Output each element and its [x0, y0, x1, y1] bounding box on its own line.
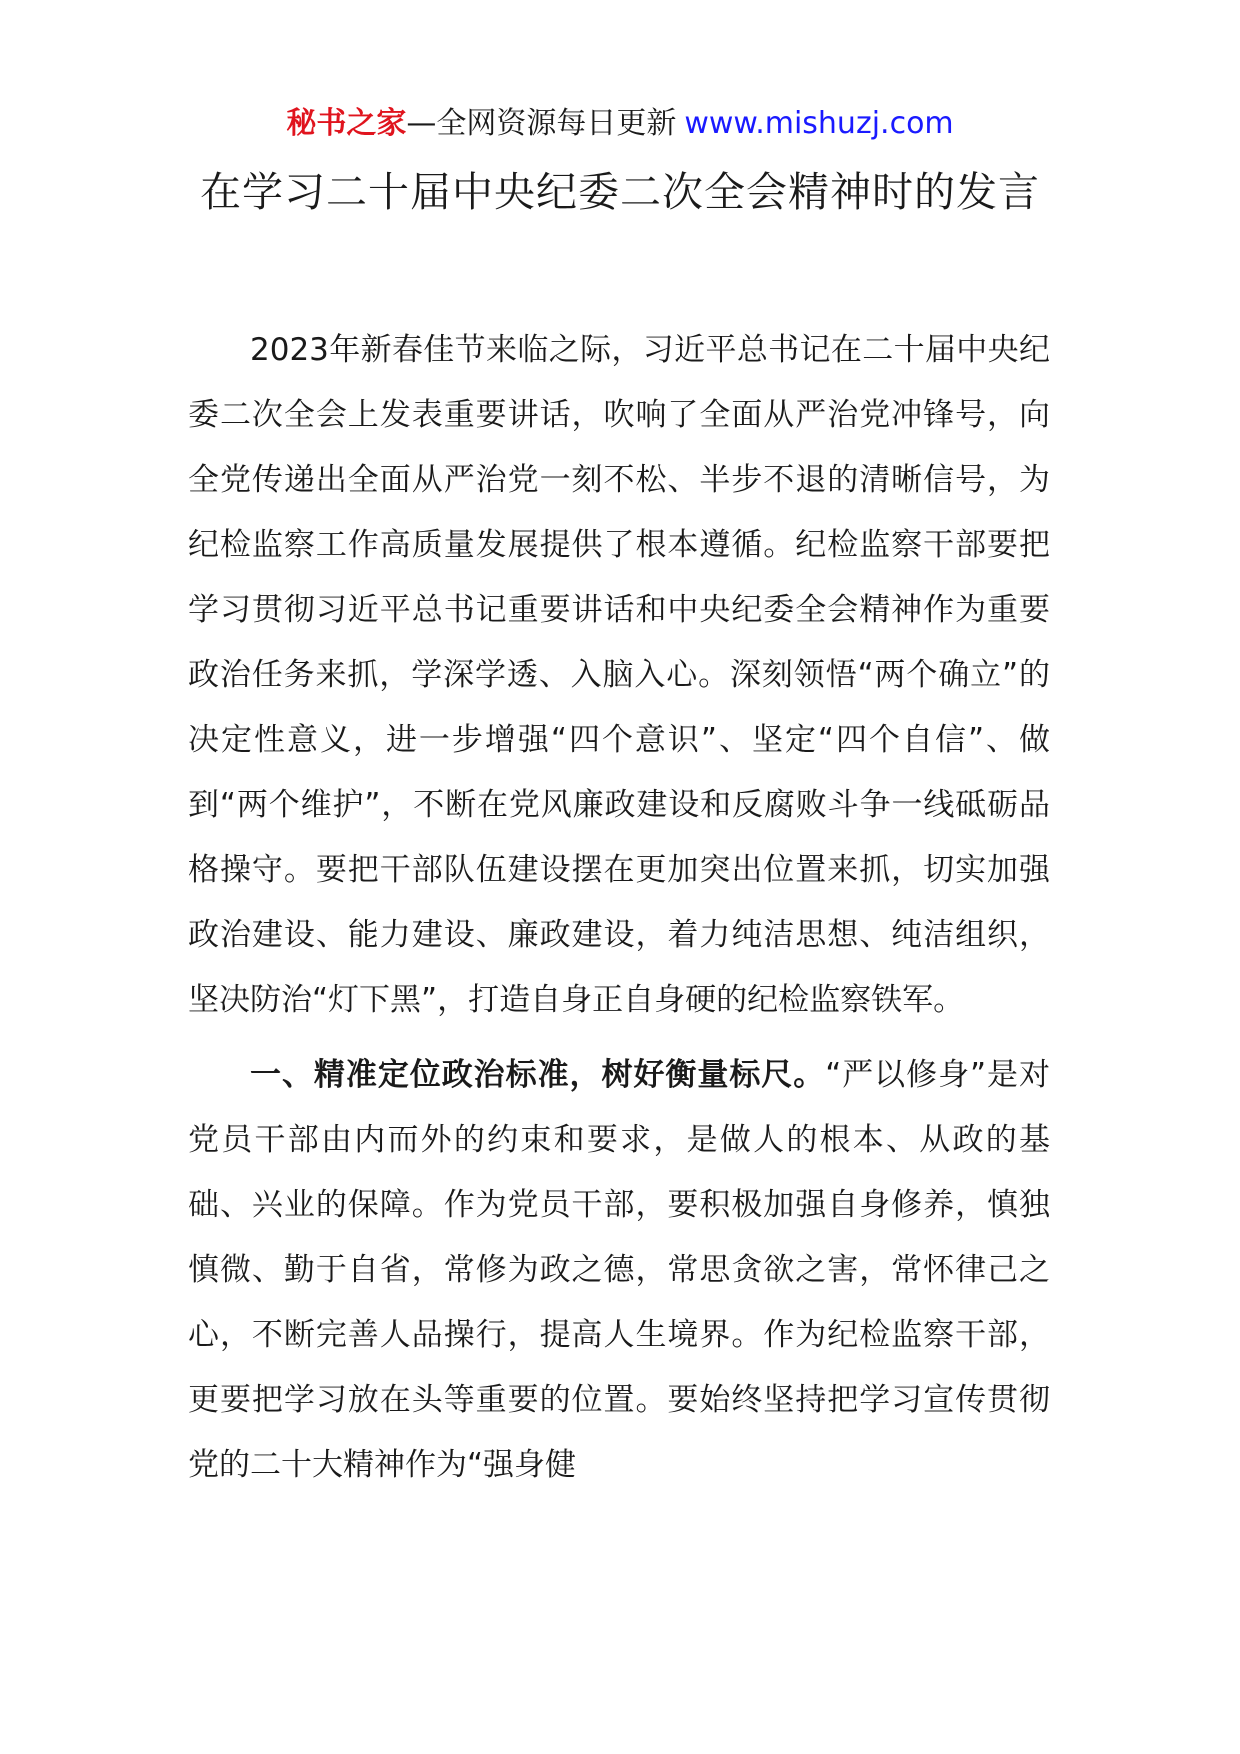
document-title: 在学习二十届中央纪委二次全会精神时的发言: [200, 168, 1040, 216]
paragraph-text: “严以修身”是对党员干部由内而外的约束和要求，是做人的根本、从政的基础、兴业的保障。作为党员干部，要积极加强自身修养，慎独慎微、勤于自省，常修为政之德，常思贪欲之害，常怀律己之心，不断完善人品操行，提高人生境界。作为纪检监察干部，更要把学习放在头等重要的位置。要始终坚持把学习宣传贯彻党的二十大精神作为“强身健: [188, 1057, 1051, 1483]
document-body: [188, 318, 1050, 1508]
paragraph: [188, 318, 1050, 1033]
paragraph: [188, 1043, 1050, 1498]
site-tagline: —全网资源每日更新: [406, 106, 677, 141]
site-header: [0, 102, 1240, 146]
site-url-link[interactable]: www.mishuzj.com: [684, 106, 954, 141]
section-heading: 一、精准定位政治标准，树好衡量标尺。: [250, 1057, 826, 1093]
paragraph-text: 2023年新春佳节来临之际，习近平总书记在二十届中央纪委二次全会上发表重要讲话，吹响了全面从严治党冲锋号，向全党传递出全面从严治党一刻不松、半步不退的清晰信号，为纪检监察工作高质量发展提供了根本遵循。纪检监察干部要把学习贯彻习近平总书记重要讲话和中央纪委全会精神作为重要政治任务来抓，学深学透、入脑入心。深刻领悟“两个确立”的决定性意义，进一步增强“四个意识”、坚定“四个自信”、做到“两个维护”，不断在党风廉政建设和反腐败斗争一线砥砺品格操守。要把干部队伍建设摆在更加突出位置来抓，切实加强政治建设、能力建设、廉政建设，着力纯洁思想、纯洁组织，坚决防治“灯下黑”，打造自身正自身硬的纪检监察铁军。: [188, 332, 1050, 1018]
site-brand: 秘书之家: [286, 106, 407, 141]
